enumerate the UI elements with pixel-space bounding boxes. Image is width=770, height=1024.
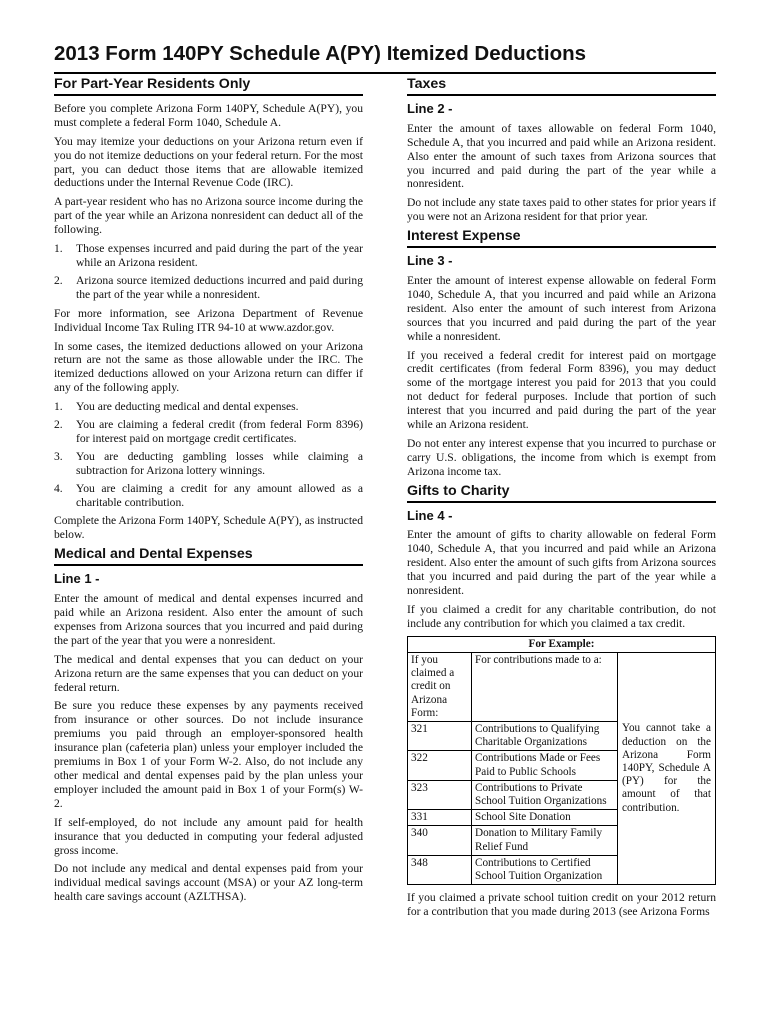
paragraph: Be sure you reduce these expenses by any payments received from insurance or other sources. Do not include insurance premiums you paid through an employer-sponsored health insurance plan (cafeteria plan) unless your employer included the premiums in Box 1 of your Form W-2. Also, do not include any other medical and dental expenses paid by the plan unless your employer included the amount paid in Box 1 of your Form(s) W-2. bbox=[54, 699, 363, 810]
paragraph: If you claimed a private school tuition credit on your 2012 return for a contribution that you made during 2013 (see Arizona Forms bbox=[407, 891, 716, 919]
list-item: 1. You are deducting medical and dental expenses. bbox=[54, 400, 299, 414]
list-item: 4. You are claiming a credit for any amount allowed as a charitable contribution. bbox=[54, 481, 363, 509]
section-heading-medical: Medical and Dental Expenses bbox=[54, 548, 363, 566]
table-header: If you claimed a credit on Arizona Form: bbox=[408, 653, 472, 722]
paragraph: Enter the amount of medical and dental expenses incurred and paid while an Arizona resident. Also enter the amount of such expenses from Arizona sources that you incurred and paid during the part of the year that you were a nonresident. bbox=[54, 592, 363, 647]
paragraph: Do not enter any interest expense that you incurred to purchase or carry U.S. obligations, the income from which is exempt from Arizona income tax. bbox=[407, 436, 716, 478]
right-column bbox=[407, 74, 716, 924]
table-cell-desc: Contributions to Certified School Tuition Organization bbox=[472, 855, 618, 884]
table-cell-desc: Contributions to Qualifying Charitable Organizations bbox=[472, 722, 618, 751]
table-cell-form: 331 bbox=[408, 810, 472, 826]
paragraph: Enter the amount of gifts to charity allowable on federal Form 1040, Schedule A, that you incurred and paid while an Arizona resident. Also enter the amount of such gifts from Arizona sources that you incurred and paid during the part of the year while a nonresident. bbox=[407, 528, 716, 598]
paragraph: Complete the Arizona Form 140PY, Schedule A(PY), as instructed below. bbox=[54, 514, 363, 542]
example-table bbox=[407, 636, 716, 885]
list-item: 2. Arizona source itemized deductions incurred and paid during the part of the year while a nonresident. bbox=[54, 273, 363, 301]
section-heading-part-year: For Part-Year Residents Only bbox=[54, 78, 363, 96]
paragraph: Before you complete Arizona Form 140PY, Schedule A(PY), you must complete a federal Form 1040, Schedule A. bbox=[54, 101, 363, 129]
section-heading-gifts: Gifts to Charity bbox=[407, 485, 716, 503]
table-cell-desc: School Site Donation bbox=[472, 810, 618, 826]
table-cell-form: 321 bbox=[408, 722, 472, 751]
paragraph: The medical and dental expenses that you can deduct on your Arizona return are the same expenses that you can deduct on your federal return. bbox=[54, 652, 363, 694]
paragraph: Do not include any state taxes paid to other states for prior years if you were not an Arizona resident for that prior year. bbox=[407, 196, 716, 224]
table-header: For contributions made to a: bbox=[472, 653, 618, 722]
paragraph: If self-employed, do not include any amount paid for health insurance that you deducted in computing your federal adjusted gross income. bbox=[54, 815, 363, 857]
list-item: 1. Those expenses incurred and paid during the part of the year while an Arizona resident. bbox=[54, 242, 363, 269]
paragraph: If you received a federal credit for interest paid on mortgage credit certificates (from federal Form 8396), you may deduct some of the mortgage interest you paid for 2013 that you could not deduct for federal purposes. Include that portion of such interest that you incurred and paid during the part of the year while an Arizona resident. bbox=[407, 348, 716, 432]
line-label: Line 2 - bbox=[407, 100, 453, 116]
table-note: You cannot take a deduction on the Arizona Form 140PY, Schedule A (PY) for the amount of that contribution. bbox=[618, 653, 716, 885]
paragraph: Enter the amount of interest expense allowable on federal Form 1040, Schedule A, that you incurred and paid while an Arizona resident. Also enter the amount of such interest from Arizona sources that you incurred and paid during the part of the year while a nonresident. bbox=[407, 273, 716, 343]
table-header-row bbox=[408, 653, 716, 722]
paragraph: Do not include any medical and dental expenses paid from your individual medical savings account (MSA) or your AZ long-term health care savings account (AZLTHSA). bbox=[54, 862, 363, 904]
paragraph: A part-year resident who has no Arizona source income during the part of the year while an Arizona nonresident can deduct all of the following. bbox=[54, 195, 363, 237]
table-caption: For Example: bbox=[408, 636, 716, 652]
paragraph: You may itemize your deductions on your Arizona return even if you do not itemize deductions on your federal return. For the most part, you can deduct those items that are allowable itemized deductions under the Internal Revenue Code (IRC). bbox=[54, 134, 363, 190]
left-column bbox=[54, 74, 363, 909]
table-cell-form: 340 bbox=[408, 826, 472, 855]
numbered-list bbox=[54, 400, 363, 509]
table-cell-desc: Donation to Military Family Relief Fund bbox=[472, 826, 618, 855]
paragraph: For more information, see Arizona Department of Revenue Individual Income Tax Ruling ITR 94-10 at www.azdor.gov. bbox=[54, 306, 363, 334]
list-item: 2. You are claiming a federal credit (from federal Form 8396) for interest paid on mortgage credit certificates. bbox=[54, 418, 363, 445]
page-title: 2013 Form 140PY Schedule A(PY) Itemized Deductions bbox=[54, 42, 716, 74]
table-cell-desc: Contributions to Private School Tuition Organizations bbox=[472, 780, 618, 809]
table-cell-desc: Contributions Made or Fees Paid to Public Schools bbox=[472, 751, 618, 780]
table-cell-form: 323 bbox=[408, 780, 472, 809]
paragraph: If you claimed a credit for any charitable contribution, do not include any contribution for which you claimed a tax credit. bbox=[407, 603, 716, 630]
list-item: 3. You are deducting gambling losses while claiming a subtraction for Arizona lottery winnings. bbox=[54, 449, 363, 477]
line-label: Line 3 - bbox=[407, 253, 453, 269]
table-cell-form: 348 bbox=[408, 855, 472, 884]
section-heading-taxes: Taxes bbox=[407, 78, 716, 96]
section-heading-interest: Interest Expense bbox=[407, 230, 716, 248]
line-label: Line 1 - bbox=[54, 571, 100, 587]
line-label: Line 4 - bbox=[407, 507, 453, 523]
table-cell-form: 322 bbox=[408, 751, 472, 780]
paragraph: Enter the amount of taxes allowable on federal Form 1040, Schedule A, that you incurred and paid while an Arizona resident. Also enter the amount of such taxes from Arizona sources that you incurred and paid during the part of the year while a nonresident. bbox=[407, 121, 716, 191]
paragraph: In some cases, the itemized deductions allowed on your Arizona return are not the same as those allowable under the IRC. The itemized deductions allowed on your Arizona return can differ if any of the following apply. bbox=[54, 339, 363, 395]
numbered-list bbox=[54, 242, 363, 302]
